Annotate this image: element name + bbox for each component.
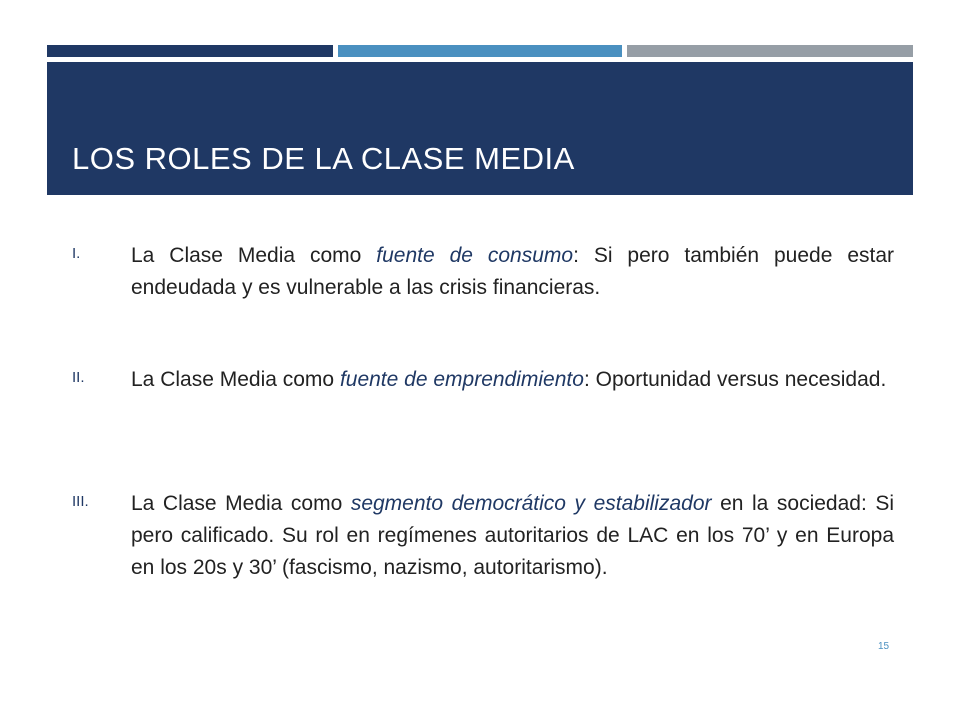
- list-numeral: I.: [72, 245, 81, 262]
- list-item-text-before: La Clase Media como: [131, 244, 377, 267]
- list-item-text-before: La Clase Media como: [131, 368, 340, 391]
- list-item-text: [131, 240, 894, 304]
- list-item-text-after: en la sociedad: Si pero calificado. Su rol en regímenes autoritarios de LAC en los 70’ y en Europa en los 20s y 30’ (fascismo, nazismo, autoritarismo).: [131, 492, 895, 579]
- list-item-text-after: : Si pero también puede estar endeudada y es vulnerable a las crisis financieras.: [131, 244, 894, 299]
- page-number: 15: [878, 641, 890, 652]
- list-item: [72, 488, 894, 584]
- list-item-text: [131, 488, 894, 584]
- list-item: [72, 364, 894, 396]
- slide-title: LOS ROLES DE LA CLASE MEDIA: [72, 141, 575, 176]
- list-numeral: II.: [72, 369, 85, 386]
- accent-bar-gray: [627, 45, 913, 57]
- list-item: [72, 240, 894, 304]
- list-item-text-after: : Oportunidad versus necesidad.: [583, 368, 887, 391]
- list-item-emphasis: fuente de consumo: [376, 244, 574, 267]
- list-item-emphasis: fuente de emprendimiento: [339, 368, 584, 391]
- accent-bar-blue: [338, 45, 622, 57]
- list-numeral: III.: [72, 493, 89, 510]
- accent-bar-dark: [47, 45, 333, 57]
- list-item-emphasis: segmento democrático y estabilizador: [350, 492, 712, 515]
- list-item-text-before: La Clase Media como: [131, 492, 351, 515]
- list-item-text: [131, 364, 894, 396]
- title-band: [47, 62, 913, 195]
